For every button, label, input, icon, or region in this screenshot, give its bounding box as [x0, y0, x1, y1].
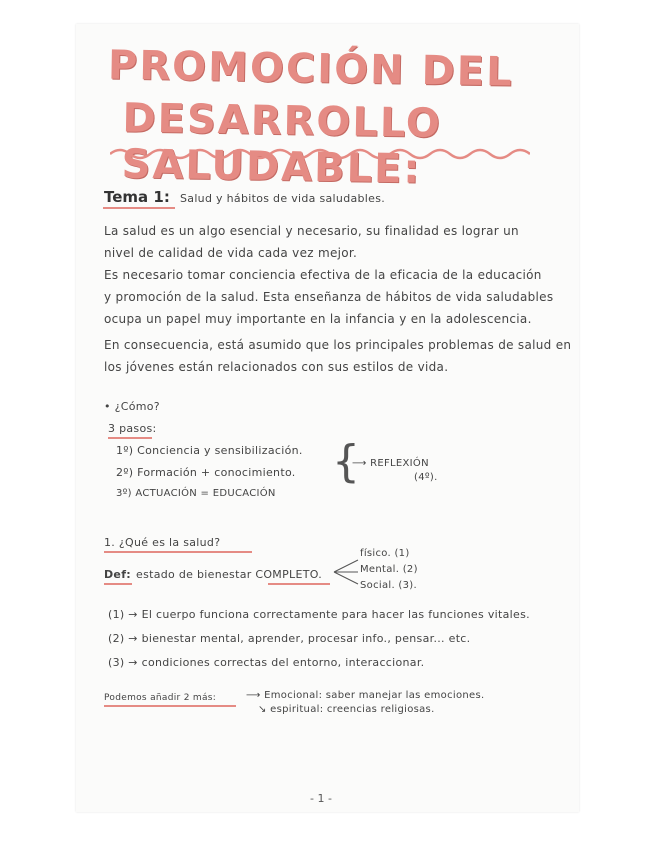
branch-fisico: físico. (1) — [360, 548, 410, 559]
paragraph1-line1: La salud es un algo esencial y necesario, su finalidad es lograr un — [104, 224, 519, 238]
tema-underline — [103, 207, 175, 209]
paragraph3-line2: los jóvenes están relacionados con sus estilos de vida. — [104, 360, 449, 374]
steps-label-underline — [108, 437, 152, 439]
title-line-2: DESARROLLO SALUDABLE: — [121, 95, 443, 193]
step-3: 3º) ACTUACIÓN = EDUCACIÓN — [116, 488, 276, 499]
reflexion-label: ⟶ REFLEXIÓN — [352, 458, 429, 469]
page-number: - 1 - — [310, 792, 332, 805]
step-2: 2º) Formación + conocimiento. — [116, 466, 296, 479]
title-line-1: PROMOCIÓN DEL — [107, 42, 514, 96]
brace-symbol: { — [332, 436, 360, 487]
paragraph3-line1: En consecuencia, está asumido que los principales problemas de salud en — [104, 338, 572, 352]
tema-subtitle: Salud y hábitos de vida saludables. — [180, 192, 386, 205]
add-item-emocional: ⟶ Emocional: saber manejar las emociones. — [246, 690, 485, 701]
def-text: estado de bienestar COMPLETO. — [136, 568, 323, 581]
salud-question-underline — [104, 551, 252, 553]
steps-label: 3 pasos: — [108, 422, 157, 435]
add-item-espiritual: ↘ espiritual: creencias religiosas. — [258, 704, 435, 715]
como-question: • ¿Cómo? — [104, 400, 160, 413]
salud-question: 1. ¿Qué es la salud? — [104, 536, 221, 549]
reflexion-number: (4º). — [414, 472, 438, 483]
completo-underline — [268, 583, 330, 585]
def-label: Def: — [104, 568, 131, 581]
branch-social: Social. (3). — [360, 580, 417, 591]
add-label: Podemos añadir 2 más: — [104, 693, 217, 703]
paragraph2-line2: y promoción de la salud. Esta enseñanza de hábitos de vida saludables — [104, 290, 554, 304]
add-label-underline — [104, 705, 236, 707]
salud-item-2: (2) → bienestar mental, aprender, procesar info., pensar... etc. — [108, 632, 471, 645]
paragraph2-line1: Es necesario tomar conciencia efectiva de la eficacia de la educación — [104, 268, 542, 282]
def-branch-lines — [332, 556, 362, 588]
paragraph2-line3: ocupa un papel muy importante en la infancia y en la adolescencia. — [104, 312, 532, 326]
wavy-underline-decoration — [110, 144, 530, 164]
tema-label: Tema 1: — [104, 188, 170, 206]
def-label-underline — [104, 583, 132, 585]
salud-item-1: (1) → El cuerpo funciona correctamente para hacer las funciones vitales. — [108, 608, 530, 621]
paragraph1-line2: nivel de calidad de vida cada vez mejor. — [104, 246, 358, 260]
branch-mental: Mental. (2) — [360, 564, 418, 575]
salud-item-3: (3) → condiciones correctas del entorno, interaccionar. — [108, 656, 425, 669]
step-1: 1º) Conciencia y sensibilización. — [116, 444, 303, 457]
